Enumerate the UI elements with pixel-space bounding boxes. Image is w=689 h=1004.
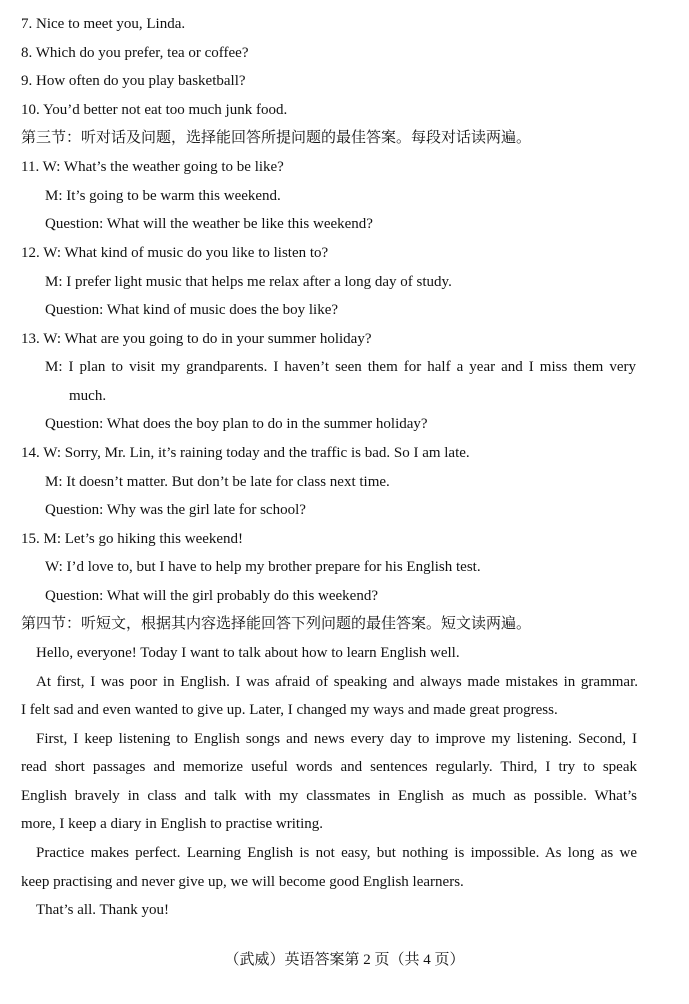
- q13-reply-cont: much.: [69, 388, 107, 404]
- q15-question: Question: What will the girl probably do this weekend?: [45, 588, 378, 604]
- q12-line: 12. W: What kind of music do you like to listen to?: [21, 245, 329, 261]
- q11-line: 11. W: What’s the weather going to be like?: [21, 159, 284, 175]
- q12-reply: M: I prefer light music that helps me relax after a long day of study.: [45, 274, 452, 290]
- passage-line: At first, I was poor in English. I was afraid of speaking and always made mistakes in grammar.: [36, 674, 638, 690]
- q14-line: 14. W: Sorry, Mr. Lin, it’s raining today and the traffic is bad. So I am late.: [21, 445, 470, 461]
- passage-line: I felt sad and even wanted to give up. Later, I changed my ways and made great progress.: [21, 702, 558, 718]
- q11-reply: M: It’s going to be warm this weekend.: [45, 188, 281, 204]
- question-7: 7. Nice to meet you, Linda.: [21, 16, 186, 32]
- question-9: 9. How often do you play basketball?: [21, 73, 246, 89]
- passage-line: First, I keep listening to English songs and news every day to improve my listening. Second, I: [36, 731, 637, 747]
- q12-question: Question: What kind of music does the boy like?: [45, 302, 339, 318]
- q13-line: 13. W: What are you going to do in your summer holiday?: [21, 331, 372, 347]
- q13-reply: M: I plan to visit my grandparents. I haven’t seen them for half a year and I miss them very: [45, 359, 636, 375]
- passage-line: more, I keep a diary in English to practise writing.: [21, 816, 323, 832]
- q15-line: 15. M: Let’s go hiking this weekend!: [21, 531, 244, 547]
- question-8: 8. Which do you prefer, tea or coffee?: [21, 45, 249, 61]
- passage-line: Practice makes perfect. Learning English is not easy, but nothing is impossible. As long as we: [36, 845, 637, 861]
- section4-heading: 第四节：听短文，根据其内容选择能回答下列问题的最佳答案。短文读两遍。: [21, 616, 532, 632]
- q13-question: Question: What does the boy plan to do in the summer holiday?: [45, 416, 428, 432]
- page-footer: （武威）英语答案第 2 页（共 4 页）: [224, 952, 465, 968]
- q11-question: Question: What will the weather be like this weekend?: [45, 216, 373, 232]
- q14-question: Question: Why was the girl late for school?: [45, 502, 306, 518]
- section3-heading: 第三节：听对话及问题，选择能回答所提问题的最佳答案。每段对话读两遍。: [21, 130, 532, 146]
- passage-line: Hello, everyone! Today I want to talk about how to learn English well.: [36, 645, 460, 661]
- q14-reply: M: It doesn’t matter. But don’t be late for class next time.: [45, 474, 390, 490]
- passage-line: English bravely in class and talk with my classmates in English as much as possible. What’s: [21, 788, 637, 804]
- passage-line: That’s all. Thank you!: [36, 902, 170, 918]
- passage-line: read short passages and memorize useful words and sentences regularly. Third, I try to speak: [21, 759, 637, 775]
- q15-reply: W: I’d love to, but I have to help my brother prepare for his English test.: [45, 559, 481, 575]
- question-10: 10. You’d better not eat too much junk food.: [21, 102, 288, 118]
- passage-line: keep practising and never give up, we will become good English learners.: [21, 874, 464, 890]
